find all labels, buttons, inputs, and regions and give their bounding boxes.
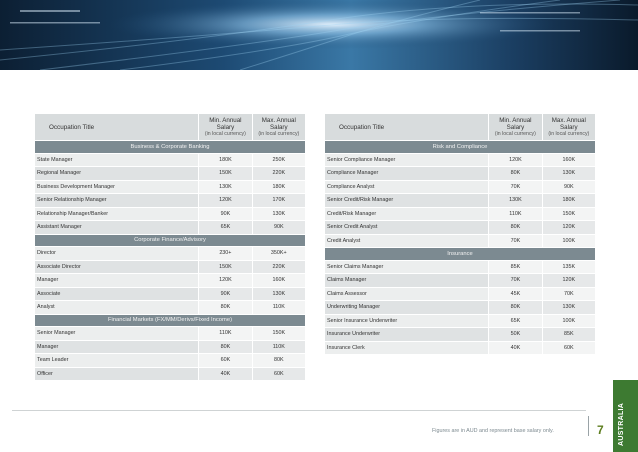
occupation-cell: Associate Director bbox=[35, 261, 198, 274]
occupation-cell: Assistant Manager bbox=[35, 221, 198, 234]
min-salary-cell: 230+ bbox=[199, 247, 251, 260]
max-salary-header bbox=[543, 114, 595, 140]
max-salary-cell: 130K bbox=[543, 167, 595, 180]
footer-divider-line bbox=[12, 410, 586, 411]
max-salary-cell: 85K bbox=[543, 328, 595, 341]
header-banner-image bbox=[0, 0, 638, 70]
max-salary-cell: 180K bbox=[543, 194, 595, 207]
max-salary-header-label: Max. Annual Salary bbox=[261, 117, 296, 131]
min-salary-cell: 120K bbox=[489, 154, 541, 167]
table-row bbox=[325, 342, 595, 355]
min-salary-cell: 50K bbox=[489, 328, 541, 341]
table-row bbox=[325, 221, 595, 234]
max-salary-cell: 130K bbox=[253, 208, 305, 221]
table-header-row bbox=[35, 114, 305, 140]
max-salary-cell: 160K bbox=[253, 274, 305, 287]
max-salary-cell: 130K bbox=[253, 288, 305, 301]
min-salary-header-label: Min. Annual Salary bbox=[209, 117, 242, 131]
section-title: Business & Corporate Banking bbox=[35, 141, 305, 153]
max-salary-cell: 220K bbox=[253, 167, 305, 180]
max-salary-header-sub: (in local currency) bbox=[258, 131, 300, 137]
max-salary-cell: 80K bbox=[253, 354, 305, 367]
section-title: Risk and Compliance bbox=[325, 141, 595, 153]
max-salary-cell: 120K bbox=[543, 274, 595, 287]
min-salary-cell: 80K bbox=[199, 301, 251, 314]
max-salary-header bbox=[253, 114, 305, 140]
max-salary-cell: 170K bbox=[253, 194, 305, 207]
occupation-cell: Senior Insurance Underwriter bbox=[325, 315, 488, 328]
occupation-cell: Compliance Analyst bbox=[325, 181, 488, 194]
section-header-row bbox=[325, 248, 595, 260]
min-salary-header bbox=[489, 114, 541, 140]
occupation-cell: State Manager bbox=[35, 154, 198, 167]
min-salary-cell: 80K bbox=[489, 167, 541, 180]
country-side-label: AUSTRALIA bbox=[618, 402, 625, 446]
min-salary-cell: 120K bbox=[199, 194, 251, 207]
occupation-cell: Relationship Manager/Banker bbox=[35, 208, 198, 221]
page-number: 7 bbox=[597, 423, 604, 437]
max-salary-cell: 70K bbox=[543, 288, 595, 301]
occupation-title-header: Occupation Title bbox=[325, 114, 488, 140]
occupation-cell: Compliance Manager bbox=[325, 167, 488, 180]
table-row bbox=[35, 208, 305, 221]
min-salary-cell: 70K bbox=[489, 181, 541, 194]
table-row bbox=[325, 288, 595, 301]
min-salary-cell: 40K bbox=[199, 368, 251, 381]
min-salary-cell: 130K bbox=[489, 194, 541, 207]
max-salary-cell: 60K bbox=[253, 368, 305, 381]
table-row bbox=[35, 354, 305, 367]
occupation-cell: Team Leader bbox=[35, 354, 198, 367]
table-row bbox=[35, 221, 305, 234]
table-row bbox=[325, 208, 595, 221]
occupation-cell: Senior Credit/Risk Manager bbox=[325, 194, 488, 207]
max-salary-cell: 160K bbox=[543, 154, 595, 167]
table-row bbox=[325, 235, 595, 248]
occupation-cell: Associate bbox=[35, 288, 198, 301]
min-salary-cell: 60K bbox=[199, 354, 251, 367]
max-salary-header-label: Max. Annual Salary bbox=[551, 117, 586, 131]
occupation-cell: Manager bbox=[35, 274, 198, 287]
min-salary-cell: 180K bbox=[199, 154, 251, 167]
table-header-row bbox=[325, 114, 595, 140]
min-salary-cell: 65K bbox=[489, 315, 541, 328]
table-row bbox=[35, 368, 305, 381]
table-row bbox=[35, 247, 305, 260]
occupation-cell: Senior Credit Analyst bbox=[325, 221, 488, 234]
min-salary-cell: 90K bbox=[199, 288, 251, 301]
table-row bbox=[325, 274, 595, 287]
section-header-row bbox=[35, 141, 305, 153]
max-salary-cell: 90K bbox=[543, 181, 595, 194]
table-row bbox=[35, 341, 305, 354]
footnote: Figures are in AUD and represent base salary only. bbox=[432, 428, 554, 434]
max-salary-cell: 60K bbox=[543, 342, 595, 355]
occupation-cell: Senior Compliance Manager bbox=[325, 154, 488, 167]
max-salary-cell: 130K bbox=[543, 301, 595, 314]
left-salary-table bbox=[34, 113, 306, 381]
min-salary-cell: 120K bbox=[199, 274, 251, 287]
max-salary-cell: 220K bbox=[253, 261, 305, 274]
min-salary-header-label: Min. Annual Salary bbox=[499, 117, 532, 131]
max-salary-cell: 150K bbox=[253, 327, 305, 340]
table-row bbox=[325, 261, 595, 274]
table-row bbox=[35, 274, 305, 287]
min-salary-cell: 45K bbox=[489, 288, 541, 301]
table-row bbox=[35, 301, 305, 314]
table-row bbox=[35, 261, 305, 274]
occupation-cell: Analyst bbox=[35, 301, 198, 314]
occupation-cell: Underwriting Manager bbox=[325, 301, 488, 314]
min-salary-cell: 80K bbox=[489, 221, 541, 234]
max-salary-cell: 180K bbox=[253, 181, 305, 194]
section-title: Corporate Finance/Advisory bbox=[35, 235, 305, 247]
min-salary-cell: 70K bbox=[489, 274, 541, 287]
max-salary-header-sub: (in local currency) bbox=[548, 131, 590, 137]
table-row bbox=[35, 327, 305, 340]
table-row bbox=[35, 288, 305, 301]
occupation-cell: Claims Assessor bbox=[325, 288, 488, 301]
min-salary-cell: 70K bbox=[489, 235, 541, 248]
section-title: Insurance bbox=[325, 248, 595, 260]
max-salary-cell: 100K bbox=[543, 235, 595, 248]
min-salary-cell: 40K bbox=[489, 342, 541, 355]
max-salary-cell: 350K+ bbox=[253, 247, 305, 260]
max-salary-cell: 150K bbox=[543, 208, 595, 221]
max-salary-cell: 250K bbox=[253, 154, 305, 167]
min-salary-cell: 110K bbox=[489, 208, 541, 221]
min-salary-header bbox=[199, 114, 251, 140]
min-salary-header-sub: (in local currency) bbox=[204, 131, 246, 137]
occupation-cell: Manager bbox=[35, 341, 198, 354]
min-salary-cell: 150K bbox=[199, 261, 251, 274]
table-row bbox=[325, 167, 595, 180]
table-row bbox=[325, 301, 595, 314]
max-salary-cell: 120K bbox=[543, 221, 595, 234]
section-header-row bbox=[35, 315, 305, 327]
occupation-cell: Claims Manager bbox=[325, 274, 488, 287]
section-title: Financial Markets (FX/MM/Derivs/Fixed Income) bbox=[35, 315, 305, 327]
table-row bbox=[325, 328, 595, 341]
max-salary-cell: 110K bbox=[253, 341, 305, 354]
occupation-cell: Officer bbox=[35, 368, 198, 381]
min-salary-cell: 90K bbox=[199, 208, 251, 221]
min-salary-cell: 110K bbox=[199, 327, 251, 340]
occupation-cell: Insurance Clerk bbox=[325, 342, 488, 355]
occupation-cell: Senior Manager bbox=[35, 327, 198, 340]
occupation-cell: Senior Claims Manager bbox=[325, 261, 488, 274]
table-row bbox=[325, 315, 595, 328]
max-salary-cell: 110K bbox=[253, 301, 305, 314]
table-row bbox=[35, 181, 305, 194]
occupation-cell: Credit Analyst bbox=[325, 235, 488, 248]
max-salary-cell: 135K bbox=[543, 261, 595, 274]
max-salary-cell: 100K bbox=[543, 315, 595, 328]
occupation-cell: Business Development Manager bbox=[35, 181, 198, 194]
min-salary-cell: 85K bbox=[489, 261, 541, 274]
occupation-cell: Senior Relationship Manager bbox=[35, 194, 198, 207]
min-salary-cell: 150K bbox=[199, 167, 251, 180]
page-number-divider bbox=[588, 416, 589, 436]
table-row bbox=[35, 154, 305, 167]
occupation-title-header: Occupation Title bbox=[35, 114, 198, 140]
right-salary-table bbox=[324, 113, 596, 355]
min-salary-cell: 65K bbox=[199, 221, 251, 234]
min-salary-cell: 80K bbox=[489, 301, 541, 314]
occupation-cell: Credit/Risk Manager bbox=[325, 208, 488, 221]
section-header-row bbox=[35, 235, 305, 247]
occupation-cell: Director bbox=[35, 247, 198, 260]
min-salary-cell: 130K bbox=[199, 181, 251, 194]
occupation-cell: Insurance Underwriter bbox=[325, 328, 488, 341]
table-row bbox=[35, 167, 305, 180]
table-row bbox=[35, 194, 305, 207]
table-row bbox=[325, 181, 595, 194]
section-header-row bbox=[325, 141, 595, 153]
max-salary-cell: 90K bbox=[253, 221, 305, 234]
min-salary-cell: 80K bbox=[199, 341, 251, 354]
occupation-cell: Regional Manager bbox=[35, 167, 198, 180]
table-row bbox=[325, 154, 595, 167]
table-row bbox=[325, 194, 595, 207]
min-salary-header-sub: (in local currency) bbox=[494, 131, 536, 137]
